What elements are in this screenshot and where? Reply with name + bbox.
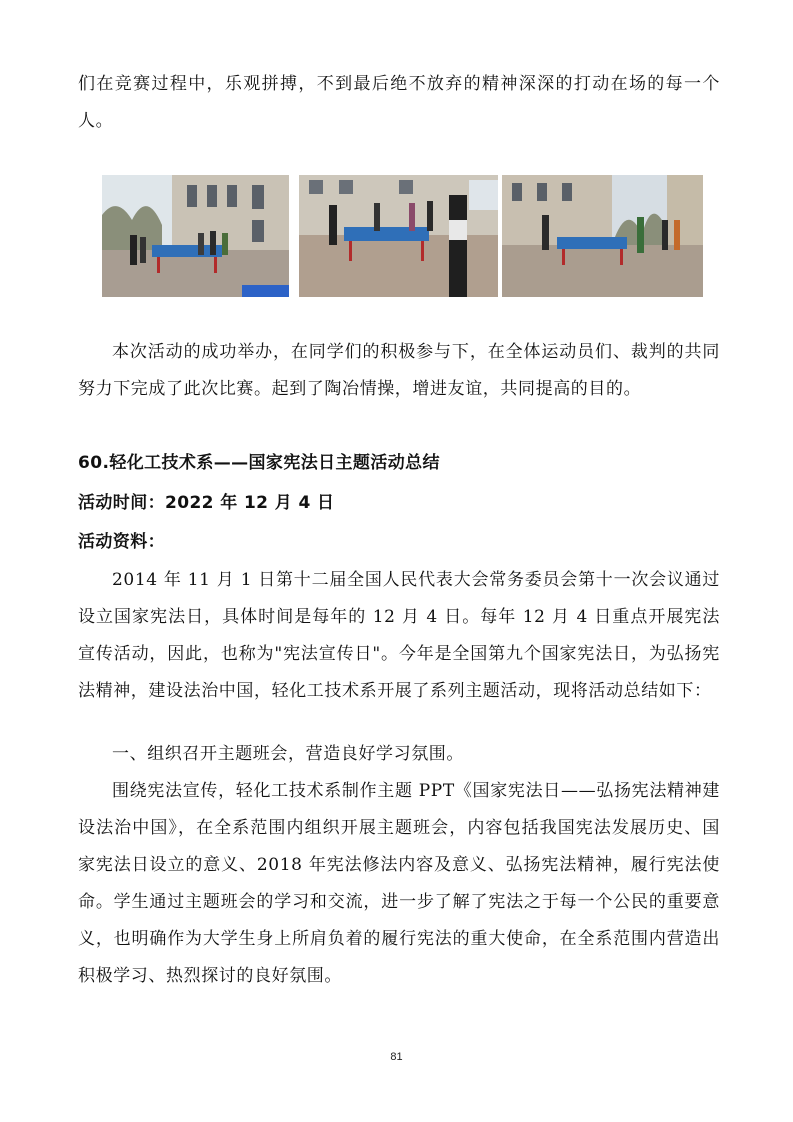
summary-paragraph: 本次活动的成功举办，在同学们的积极参与下，在全体运动员们、裁判的共同努力下完成了此次比赛。起到了陶冶情操，增进友谊，共同提高的目的。 bbox=[78, 342, 720, 399]
intro-continuation-text: 们在竞赛过程中，乐观拼搏，不到最后绝不放弃的精神深深的打动在场的每一个人。 bbox=[78, 74, 720, 131]
section-title: 60.轻化工技术系——国家宪法日主题活动总结 bbox=[78, 453, 440, 473]
photo-table-tennis-3 bbox=[502, 175, 703, 297]
section-paragraph-3: 围绕宪法宣传，轻化工技术系制作主题 PPT《国家宪法日——弘扬宪法精神建设法治中国》，在全系范围内组织开展主题班会，内容包括我国宪法发展历史、国家宪法日设立的意义、2018 年宪法修法内容及意义、弘扬宪法精神，履行宪法使命。学生通过主题班会的学习和交流，进一步了解了宪法之于每一个公民的重要意义，也明确作为大学生身上所肩负着的履行宪法的重大使命，在全系范围内营造出积极学习、热烈探讨的良好氛围。 bbox=[78, 781, 720, 986]
activity-time: 活动时间：2022 年 12 月 4 日 bbox=[78, 493, 335, 513]
photo-table-tennis-2 bbox=[299, 175, 498, 297]
section-paragraph-1: 2014 年 11 月 1 日第十二届全国人民代表大会常务委员会第十一次会议通过设立国家宪法日，具体时间是每年的 12 月 4 日。每年 12 月 4 日重点开展宪法宣传活动，因此，也称为"宪法宣传日"。今年是全国第九个国家宪法日，为弘扬宪法精神，建设法治中国，轻化工技术系开展了系列主题活动，现将活动总结如下： bbox=[78, 570, 720, 701]
activity-material-label: 活动资料： bbox=[78, 532, 165, 552]
photo-table-tennis-1 bbox=[102, 175, 289, 297]
page-number: 81 bbox=[390, 1051, 403, 1063]
section-paragraph-2: 一、组织召开主题班会，营造良好学习氛围。 bbox=[112, 744, 464, 764]
